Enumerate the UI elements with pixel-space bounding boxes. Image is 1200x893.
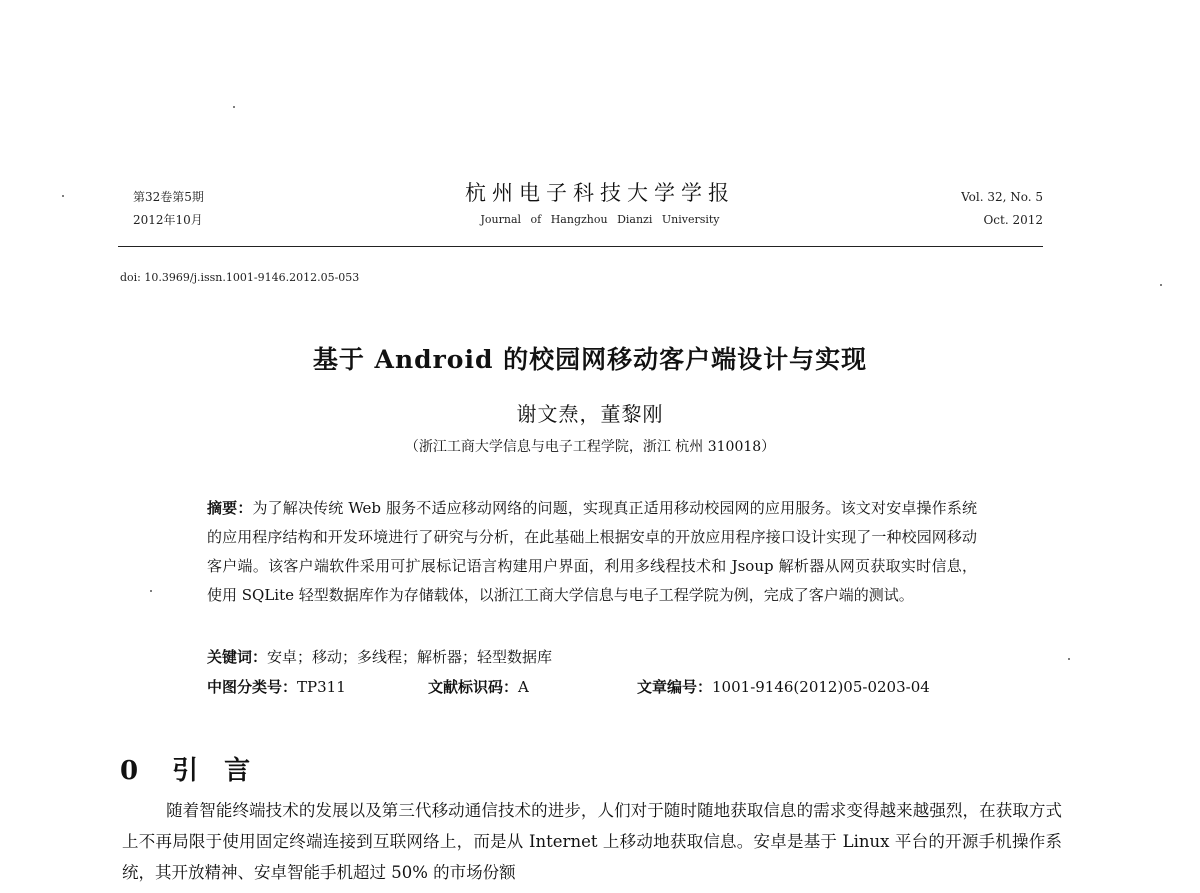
date-cn: 2012年10月: [133, 213, 203, 227]
article-number-value: 1001-9146(2012)05-0203-04: [712, 678, 930, 696]
abstract: [207, 494, 977, 610]
body-paragraph: [122, 795, 1062, 888]
date-en: Oct. 2012: [983, 213, 1043, 227]
paper-title: 基于 Android 的校园网移动客户端设计与实现: [312, 345, 868, 374]
doi: doi: 10.3969/j.issn.1001-9146.2012.05-053: [120, 271, 360, 284]
article-number: [637, 676, 930, 697]
keywords-label: 关键词：: [207, 648, 268, 666]
body-text: 随着智能终端技术的发展以及第三代移动通信技术的进步，人们对于随时随地获取信息的需求变得越来越强烈，在获取方式上不再局限于使用固定终端连接到互联网络上，而是从 Internet 上移动地获取信息。安卓是基于 Linux 平台的开源手机操作系统，其开放精神、安卓智能手机超过 50% 的市场份额: [122, 801, 1062, 882]
clc-number: [207, 676, 346, 697]
document-code-value: A: [518, 678, 529, 696]
document-code-label: 文献标识码：: [428, 678, 519, 696]
section-heading: [120, 750, 276, 787]
abstract-text: 为了解决传统 Web 服务不适应移动网络的问题，实现真正适用移动校园网的应用服务。该文对安卓操作系统的应用程序结构和开发环境进行了研究与分析，在此基础上根据安卓的开放应用程序接口设计实现了一种校园网移动客户端。该客户端软件采用可扩展标记语言构建用户界面，利用多线程技术和 Jsoup 解析器从网页获取实时信息，使用 SQLite 轻型数据库作为存储载体，以浙江工商大学信息与电子工程学院为例，完成了客户端的测试。: [207, 499, 977, 604]
scan-speck: [1068, 658, 1070, 660]
section-number: 0: [120, 756, 139, 786]
volume-issue-en: Vol. 32, No. 5: [961, 190, 1043, 204]
scan-speck: [233, 106, 235, 108]
journal-title-en: Journal of Hangzhou Dianzi University: [480, 213, 720, 226]
keywords-text: 安卓；移动；多线程；解析器；轻型数据库: [267, 648, 553, 666]
clc-label: 中图分类号：: [207, 678, 298, 696]
keywords: [207, 646, 552, 667]
section-title: 引言: [172, 756, 277, 786]
clc-value: TP311: [297, 678, 346, 696]
header-right: [961, 186, 1043, 232]
authors: 谢文焘，董黎刚: [516, 402, 664, 426]
journal-title-cn: 杭州电子科技大学学报: [465, 181, 735, 205]
scan-speck: [62, 195, 64, 197]
abstract-label: 摘要：: [207, 499, 253, 517]
scan-speck: [150, 590, 152, 592]
journal-title: [380, 177, 820, 226]
affiliation: （浙江工商大学信息与电子工程学院，浙江 杭州 310018）: [404, 439, 776, 455]
header-rule: [118, 246, 1043, 247]
header-left: [133, 186, 204, 232]
volume-issue-cn: 第32卷第5期: [133, 190, 204, 204]
article-number-label: 文章编号：: [637, 678, 713, 696]
document-code: [428, 676, 529, 697]
scan-speck: [1160, 284, 1162, 286]
